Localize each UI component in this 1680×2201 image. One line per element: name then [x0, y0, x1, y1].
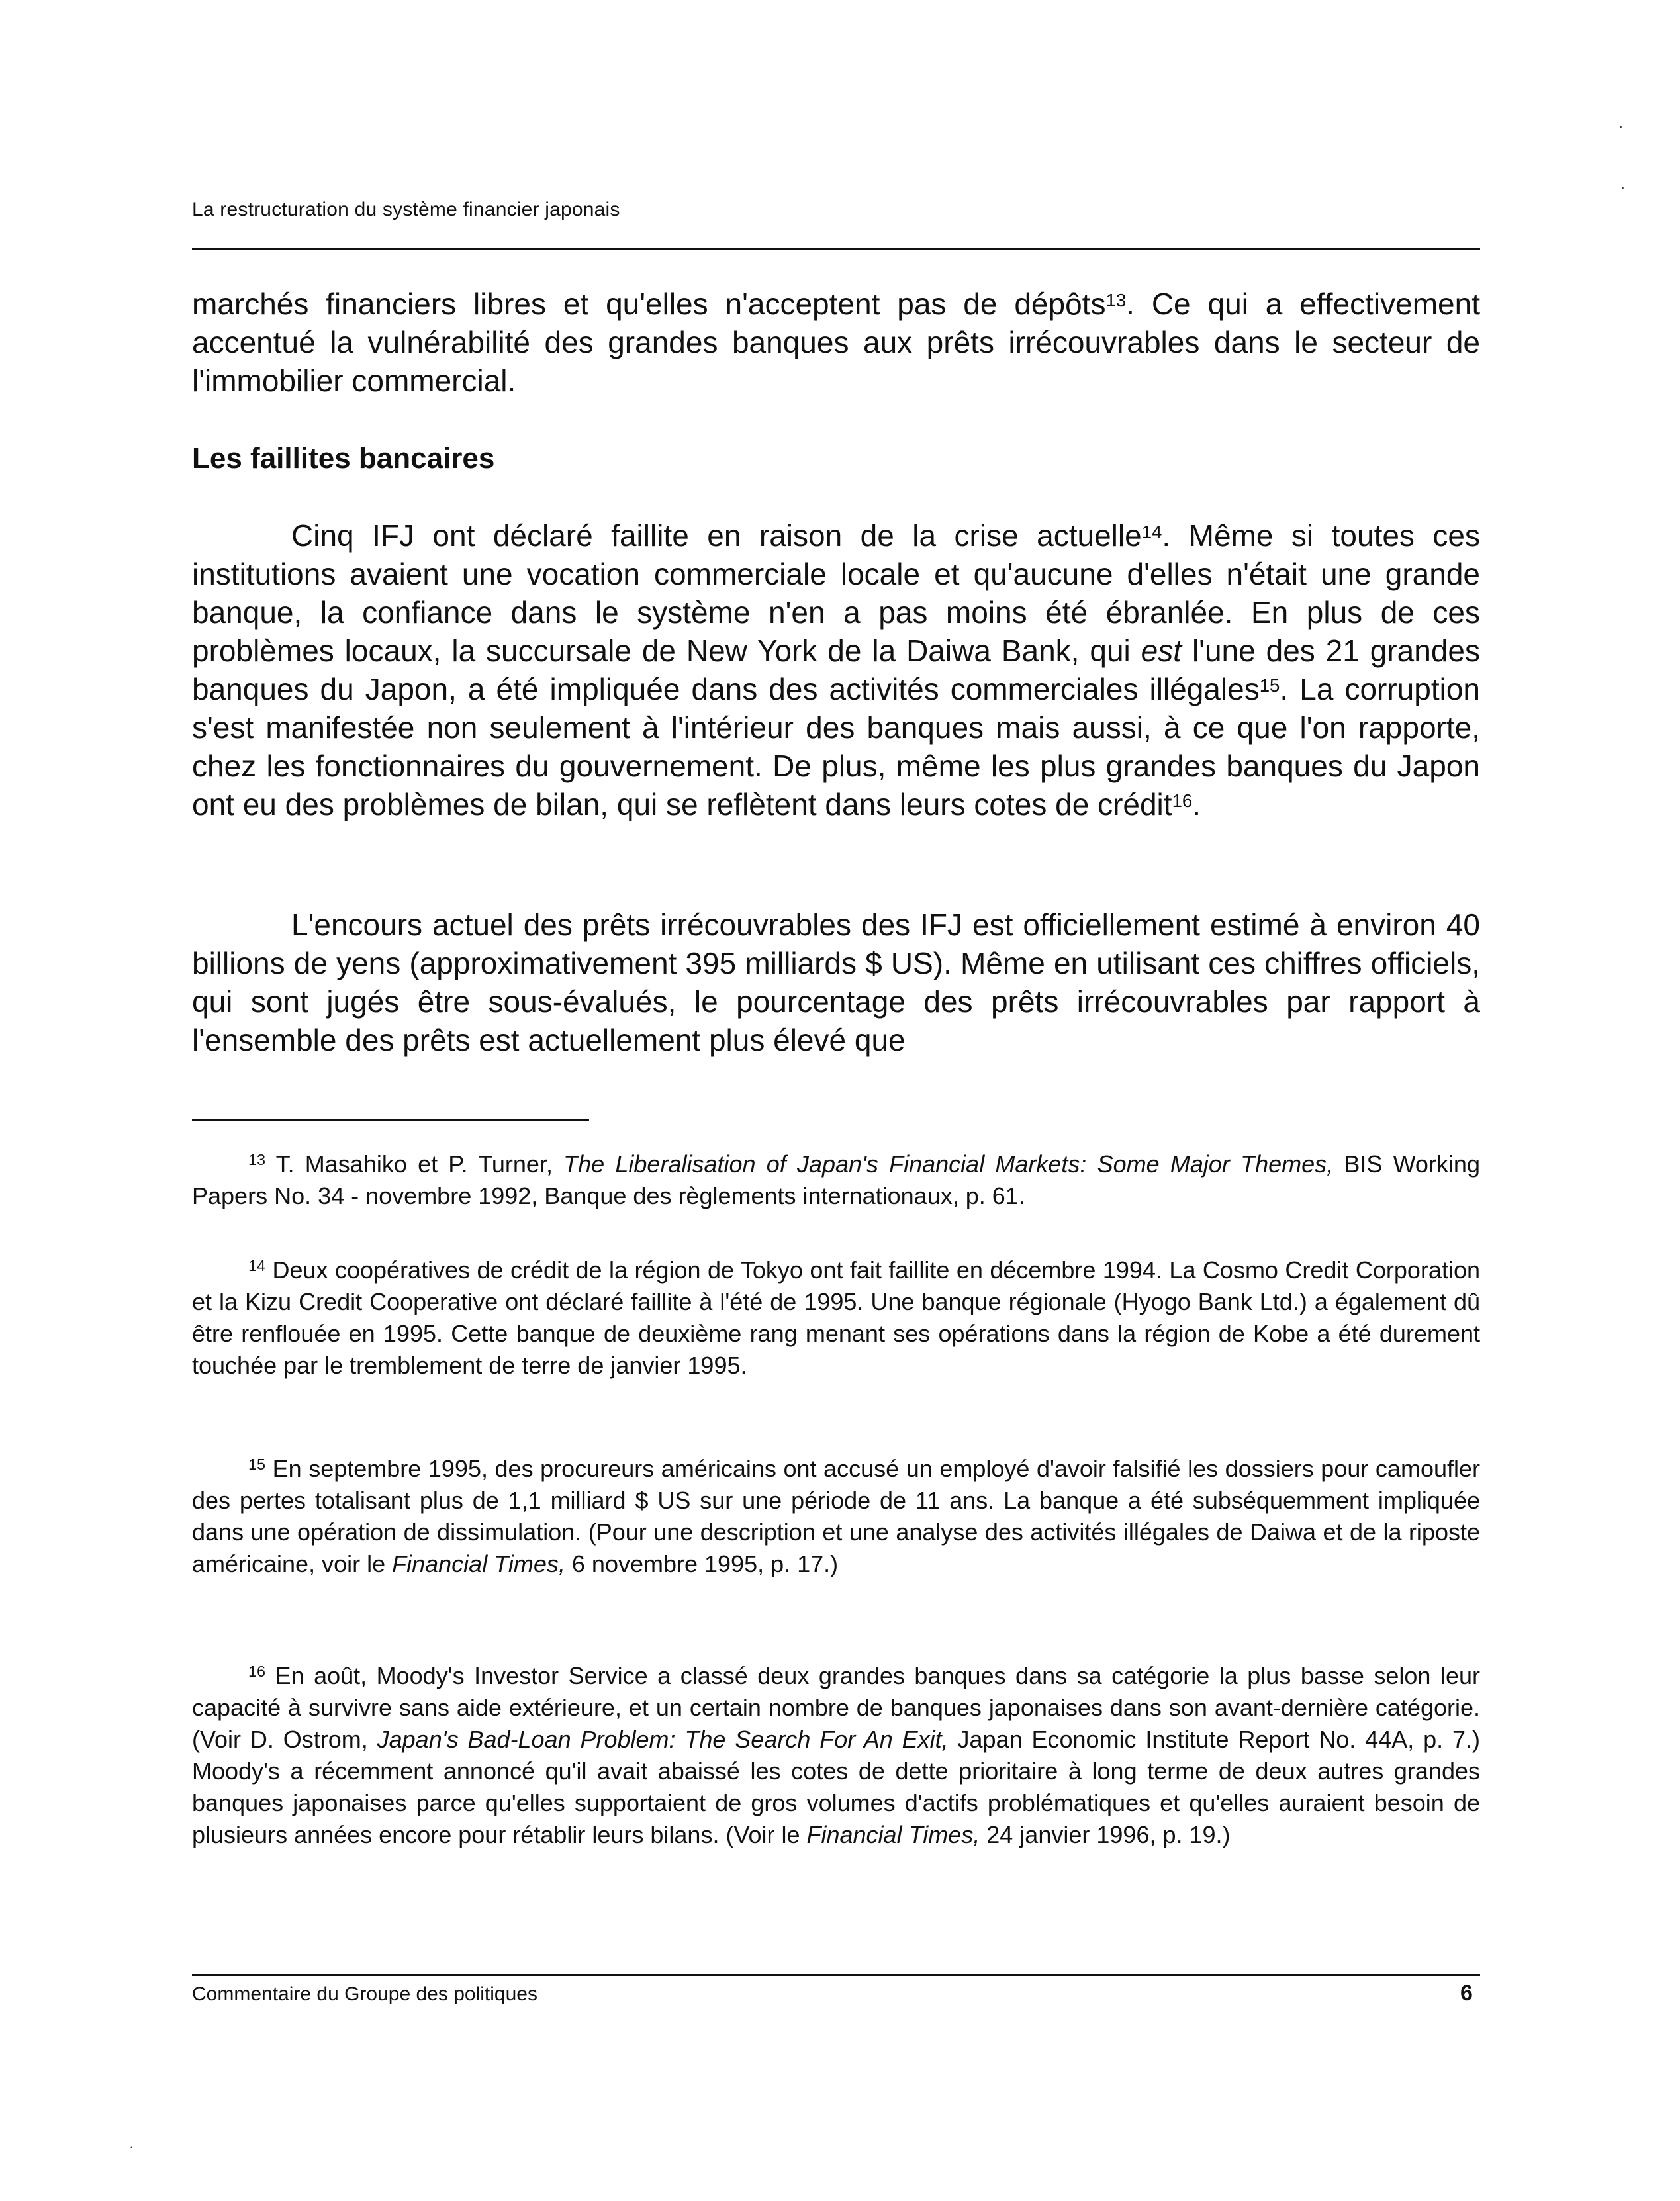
scan-speck: · [1618, 118, 1624, 134]
paragraph-text: marchés financiers libres et qu'elles n'acceptent pas de dépôts [192, 287, 1106, 321]
footnote-ref-16[interactable]: 16 [1172, 790, 1193, 811]
footnote-number: 16 [248, 1663, 266, 1681]
footnote-text: En septembre 1995, des procureurs américains ont accusé un employé d'avoir falsifié les dossiers pour camoufler des pertes totalisant plus de 1,1 milliard $ US sur une période de 11 ans. La banque a été subséquemment impliquée dans une opération de dissimulation. (Pour une description et une analyse des activités illégales de Daiwa et de la riposte américaine, voir le [192, 1455, 1480, 1577]
page-number: 6 [1460, 1981, 1473, 2006]
paragraph-3 [192, 906, 1480, 1059]
paragraph-text: . La corruption s'est manifestée non seulement à l'intérieur des banques mais aussi, à ce que l'on rapporte, chez les fonctionnaires du gouvernement. De plus, même les plus grandes banques du Japon ont eu des problèmes de bilan, qui se reflètent dans leurs cotes de crédit [192, 672, 1480, 821]
footnote-text: T. Masahiko et P. Turner, [265, 1150, 564, 1178]
footnote-ref-14[interactable]: 14 [1141, 521, 1162, 542]
footnote-text: 24 janvier 1996, p. 19.) [980, 1821, 1231, 1848]
paragraph-text: l'une des 21 grandes banques du Japon, a été impliquée dans des activités commerciales illégales [192, 633, 1480, 706]
footnote-ref-15[interactable]: 15 [1259, 675, 1280, 696]
footnote-14 [192, 1254, 1480, 1381]
footnote-ref-13[interactable]: 13 [1105, 289, 1127, 310]
scan-speck: · [129, 2138, 134, 2155]
paragraph-text: . [1192, 787, 1201, 821]
footnote-13 [192, 1148, 1480, 1212]
paragraph-text: L'encours actuel des prêts irrécouvrables des IFJ est officiellement estimé à environ 40 billions de yens (approximativement 395 milliards $ US). Même en utilisant ces chiffres officiels, qui sont jugés être sous-évalués, le pourcentage des prêts irrécouvrables par rapport à l'ensemble des prêts est actuellement plus élevé que [192, 908, 1480, 1057]
footnote-text: Deux coopératives de crédit de la région de Tokyo ont fait faillite en décembre 1994. La Cosmo Credit Corporation et la Kizu Credit Cooperative ont déclaré faillite à l'été de 1995. Une banque régionale (Hyogo Bank Ltd.) a également dû être renflouée en 1995. Cette banque de deuxième rang menant ses opérations dans la région de Kobe a été durement touchée par le tremblement de terre de janvier 1995. [192, 1256, 1480, 1379]
footnote-number: 13 [248, 1151, 266, 1169]
header-rule [192, 248, 1480, 250]
paragraph-text: . Ce qui a effectivement accentué la vulnérabilité des grandes banques aux prêts irrécouvrables dans le secteur de l'immobilier commercial. [192, 287, 1481, 398]
footnote-separator [192, 1119, 589, 1121]
footnote-15 [192, 1453, 1480, 1580]
footnote-title: Financial Times, [392, 1550, 565, 1577]
footer-rule [192, 1974, 1480, 1976]
emphasis-text: est [1141, 633, 1182, 668]
footnote-title: The Liberalisation of Japan's Financial Markets: Some Major Themes, [563, 1150, 1334, 1178]
footnote-text: BIS Working Papers No. 34 - novembre 1992, Banque des règlements internationaux, p. 61. [192, 1150, 1480, 1209]
scan-speck: · [1620, 179, 1626, 195]
footnote-text: 6 novembre 1995, p. 17.) [565, 1550, 839, 1577]
footnote-number: 15 [248, 1456, 266, 1474]
running-footer: Commentaire du Groupe des politiques [192, 1983, 537, 2005]
paragraph-2 [192, 516, 1480, 823]
footnote-title: Japan's Bad-Loan Problem: The Search For An Exit, [377, 1726, 949, 1753]
footnote-16 [192, 1660, 1480, 1851]
section-heading: Les faillites bancaires [192, 442, 495, 475]
paragraph-text: . Même si toutes ces institutions avaient une vocation commerciale locale et qu'aucune d'elles n'était une grande banque, la confiance dans le système n'en a pas moins été ébranlée. En plus de ces problèmes locaux, la succursale de New York de la Daiwa Bank, qui [192, 518, 1480, 668]
paragraph-text: Cinq IFJ ont déclaré faillite en raison de la crise actuelle [291, 518, 1142, 553]
footnote-text: Japan Economic Institute Report No. 44A, p. 7.) Moody's a récemment annoncé qu'il avait abaissé les cotes de dette prioritaire à long terme de deux autres grandes banques japonaises parce qu'elles supportaient de gros volumes d'actifs problématiques et qu'elles auraient besoin de plusieurs années encore pour rétablir leurs bilans. (Voir le [192, 1726, 1481, 1848]
paragraph-1 [192, 285, 1480, 400]
footnote-number: 14 [248, 1257, 266, 1275]
footnote-text: En août, Moody's Investor Service a classé deux grandes banques dans sa catégorie la plus basse selon leur capacité à survivre sans aide extérieure, et un certain nombre de banques japonaises dans son avant-dernière catégorie. (Voir D. Ostrom, [192, 1662, 1480, 1753]
footnote-title: Financial Times, [806, 1821, 980, 1848]
running-header: La restructuration du système financier japonais [192, 199, 620, 220]
